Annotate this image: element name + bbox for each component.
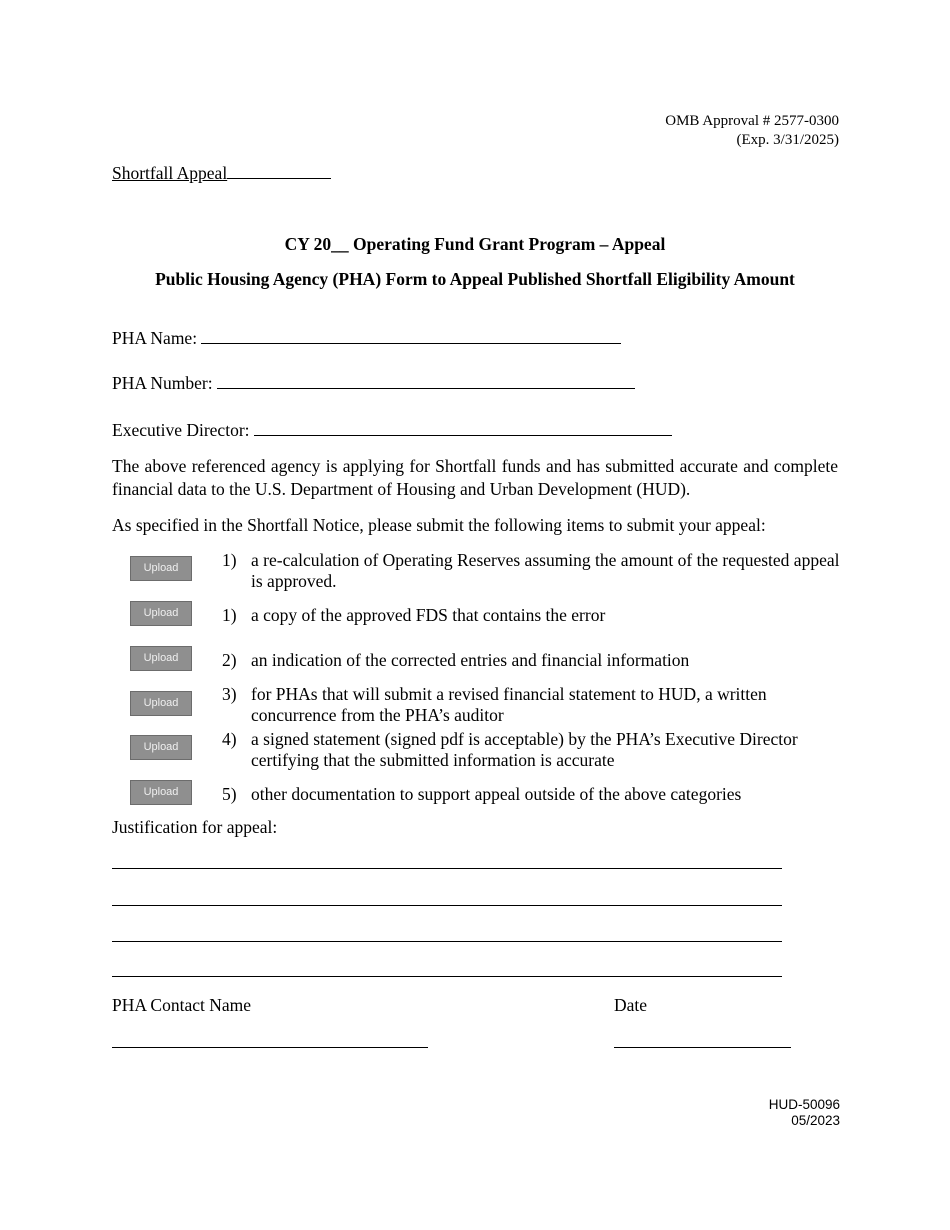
pha-number-row — [112, 373, 635, 394]
list-item — [222, 605, 842, 626]
upload-button-5[interactable]: Upload — [130, 735, 192, 760]
list-item-number: 3) — [222, 684, 237, 704]
justification-line-2[interactable] — [112, 905, 782, 906]
omb-approval-block — [665, 112, 839, 150]
list-item — [222, 650, 842, 671]
justification-line-3[interactable] — [112, 941, 782, 942]
date-label: Date — [614, 995, 648, 1015]
list-item — [222, 784, 842, 805]
instructions-paragraph: As specified in the Shortfall Notice, please submit the following items to submit your appeal: — [112, 515, 766, 535]
list-item-number: 1) — [222, 605, 237, 625]
list-item-number: 2) — [222, 650, 237, 670]
pha-number-label: PHA Number: — [112, 373, 213, 393]
list-item-number: 4) — [222, 729, 237, 749]
upload-button-3[interactable]: Upload — [130, 646, 192, 671]
date-field[interactable] — [614, 1047, 791, 1048]
form-category-label: Shortfall Appeal — [112, 163, 228, 183]
omb-approval-number: OMB Approval # 2577-0300 — [665, 113, 839, 129]
pha-name-field[interactable] — [201, 328, 621, 344]
form-footer — [769, 1097, 840, 1129]
pha-name-row — [112, 328, 621, 349]
upload-button-1[interactable]: Upload — [130, 556, 192, 581]
contact-name-field[interactable] — [112, 1047, 428, 1048]
contact-name-label: PHA Contact Name — [112, 995, 252, 1015]
list-item — [222, 550, 842, 592]
list-item-text: for PHAs that will submit a revised financial statement to HUD, a written concurrence from the PHA’s auditor — [251, 684, 767, 725]
pha-number-field[interactable] — [217, 373, 635, 389]
list-item-number: 1) — [222, 550, 237, 570]
list-item-number: 5) — [222, 784, 237, 804]
form-category-underline — [227, 164, 331, 179]
justification-line-1[interactable] — [112, 868, 782, 869]
form-category — [112, 163, 331, 184]
list-item — [222, 684, 842, 726]
form-title: CY 20__ Operating Fund Grant Program – Appeal — [284, 234, 666, 254]
list-item-text: an indication of the corrected entries and financial information — [251, 650, 690, 670]
justification-line-4[interactable] — [112, 976, 782, 977]
justification-label: Justification for appeal: — [112, 817, 278, 837]
upload-button-4[interactable]: Upload — [130, 691, 192, 716]
executive-director-row — [112, 420, 672, 441]
list-item-text: a copy of the approved FDS that contains the error — [251, 605, 606, 625]
form-number: HUD-50096 — [768, 1097, 840, 1112]
executive-director-label: Executive Director: — [112, 420, 250, 440]
certification-paragraph: The above referenced agency is applying for Shortfall funds and has submitted accurate and complete financial data to the U.S. Department of Housing and Urban Development (HUD). — [112, 456, 838, 499]
list-item — [222, 729, 842, 771]
list-item-text: other documentation to support appeal outside of the above categories — [251, 784, 742, 804]
list-item-text: a re-calculation of Operating Reserves assuming the amount of the requested appeal is approved. — [251, 550, 840, 591]
form-revision-date: 05/2023 — [791, 1113, 840, 1128]
omb-expiration: (Exp. 3/31/2025) — [736, 132, 839, 148]
executive-director-field[interactable] — [254, 420, 672, 436]
upload-button-6[interactable]: Upload — [130, 780, 192, 805]
pha-name-label: PHA Name: — [112, 328, 198, 348]
upload-button-2[interactable]: Upload — [130, 601, 192, 626]
list-item-text: a signed statement (signed pdf is acceptable) by the PHA’s Executive Director certifying that the submitted information is accurate — [251, 729, 798, 770]
form-subtitle: Public Housing Agency (PHA) Form to Appeal Published Shortfall Eligibility Amount — [155, 269, 795, 289]
